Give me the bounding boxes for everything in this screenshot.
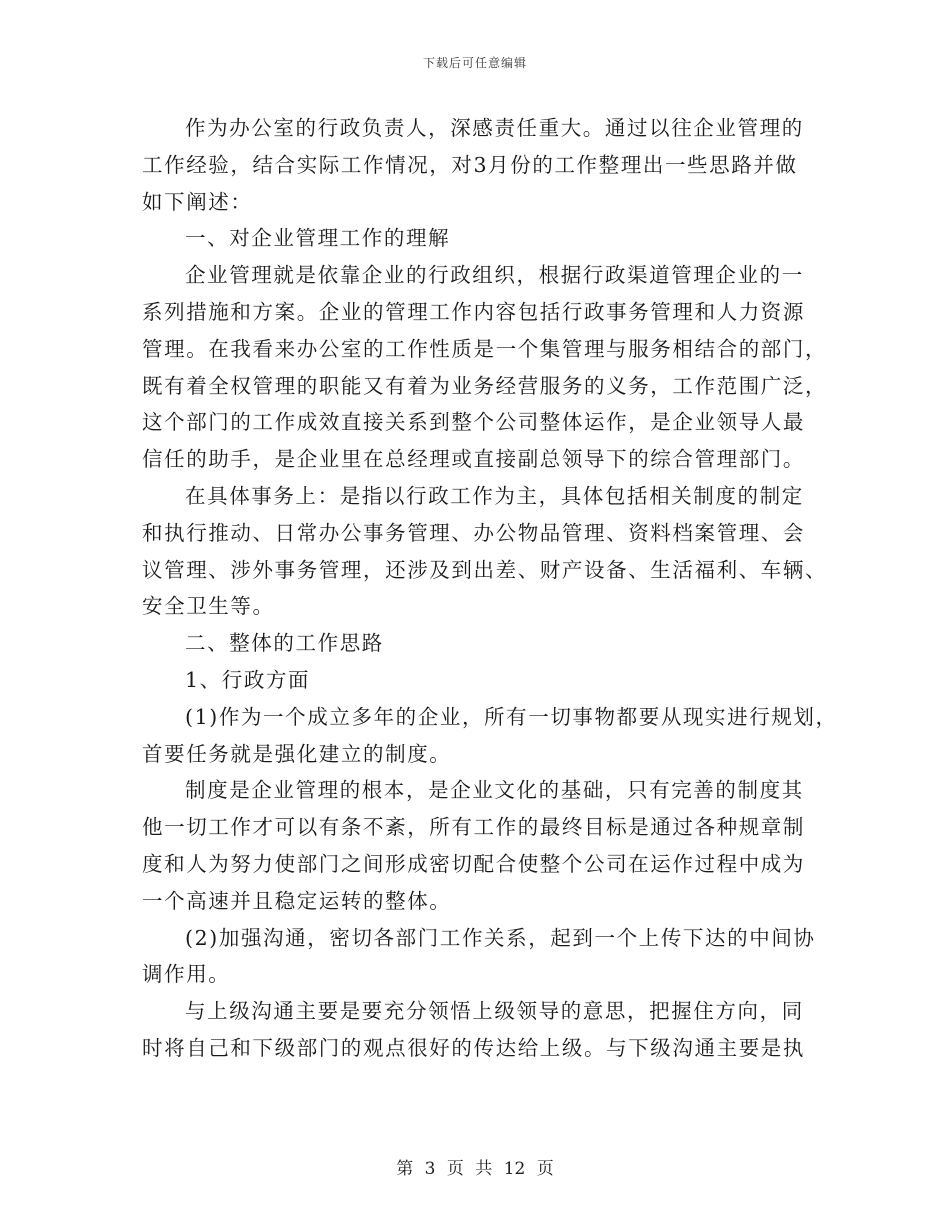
- paragraph-line: 信任的助手，是企业里在总经理或直接副总领导下的综合管理部门。: [142, 447, 805, 472]
- paragraph-line: 系列措施和方案。企业的管理工作内容包括行政事务管理和人力资源: [142, 299, 805, 324]
- paragraph-line: 既有着全权管理的职能又有着为业务经营服务的义务，工作范围广泛，: [142, 373, 828, 398]
- paragraph-line: 度和人为努力使部门之间形成密切配合使整个公司在运作过程中成为: [142, 851, 805, 876]
- paragraph-line: (2)加强沟通，密切各部门工作关系，起到一个上传下达的中间协: [185, 925, 816, 950]
- section-heading: 二、整体的工作思路: [185, 631, 384, 656]
- paragraph-line: 如下阐述：: [142, 189, 253, 214]
- paragraph-line: 安全卫生等。: [142, 594, 275, 619]
- paragraph-line: 他一切工作才可以有条不紊，所有工作的最终目标是通过各种规章制: [142, 815, 805, 840]
- document-body: [142, 110, 838, 1067]
- page-number-footer: 第 3 页 共 12 页: [396, 1159, 554, 1179]
- paragraph-line: 在具体事务上：是指以行政工作为主，具体包括相关制度的制定: [185, 483, 804, 508]
- paragraph-line: 调作用。: [142, 962, 231, 987]
- paragraph-line: 这个部门的工作成效直接关系到整个公司整体运作，是企业领导人最: [142, 410, 805, 435]
- page-header: 下载后可任意编辑: [422, 56, 527, 70]
- paragraph-line: 一个高速并且稳定运转的整体。: [142, 888, 452, 913]
- paragraph-line: 工作经验，结合实际工作情况，对3月份的工作整理出一些思路并做: [142, 152, 798, 177]
- paragraph-line: 首要任务就是强化建立的制度。: [142, 741, 452, 766]
- paragraph-line: 企业管理就是依靠企业的行政组织，根据行政渠道管理企业的一: [185, 263, 804, 288]
- paragraph-line: 议管理、涉外事务管理，还涉及到出差、财产设备、生活福利、车辆、: [142, 557, 828, 582]
- paragraph-line: 制度是企业管理的根本，是企业文化的基础，只有完善的制度其: [185, 778, 804, 803]
- paragraph-line: 管理。在我看来办公室的工作性质是一个集管理与服务相结合的部门，: [142, 336, 828, 361]
- paragraph-line: 和执行推动、日常办公事务管理、办公物品管理、资料档案管理、会: [142, 520, 805, 545]
- paragraph-line: (1)作为一个成立多年的企业，所有一切事物都要从现实进行规划，: [185, 704, 838, 729]
- paragraph-line: 作为办公室的行政负责人，深感责任重大。通过以往企业管理的: [185, 116, 804, 140]
- subsection-heading: 1、行政方面: [185, 667, 311, 692]
- section-heading: 一、对企业管理工作的理解: [185, 226, 451, 251]
- paragraph-line: 时将自己和下级部门的观点很好的传达给上级。与下级沟通主要是执: [142, 1035, 805, 1060]
- paragraph-line: 与上级沟通主要是要充分领悟上级领导的意思，把握住方向，同: [185, 999, 804, 1024]
